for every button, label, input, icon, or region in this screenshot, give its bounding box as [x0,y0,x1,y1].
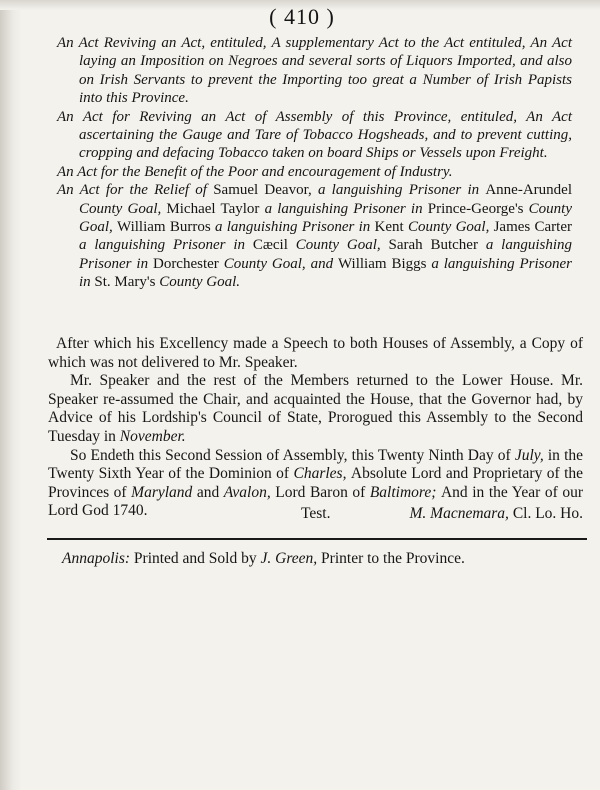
roman-run: Anne-Arundel [485,182,572,199]
act-entry [57,108,572,163]
italic-run: Baltimore; [369,483,441,501]
italic-run: Avalon, [223,483,276,501]
page-number: ( 410 ) [269,4,335,29]
italic-run: An Act Reviving an Act, entituled, A supplementary Act to the Act entituled, An Act laying an Imposition on Negroes and several sorts of Liquors Imported, and also on Irish Servants to prevent the Importing too great a Number of Irish Papists into this Province. [57,35,572,107]
roman-run: And in the Year of our Lord God 1740. [48,483,583,520]
roman-run: in the Twenty Sixth Year of the Dominion of [48,446,584,483]
page-gutter-shadow [0,0,22,790]
italic-run: Charles, [293,465,351,483]
italic-run: An Act for the Benefit of the Poor and encouragement of Industry. [57,163,453,180]
paragraph-prorogation [48,372,583,446]
roman-run: Cæcil [252,237,296,254]
roman-run: Sarah Butcher [388,237,486,254]
printer-imprint [62,550,582,568]
italic-run: An Act for Reviving an Act of Assembly of this Province, entituled, An Act ascertaining the Gauge and Tare of Tobacco Hogsheads, and to prevent cutting, cropping and defacing Tobacco taken on board Ships or Vessels upon Freight. [57,108,572,162]
italic-run: An Act for the Relief of [57,182,214,199]
roman-run: Absolute Lord and Proprietary of the Provinces of [48,465,584,501]
horizontal-rule [47,538,587,540]
italic-run: County Goal, [407,219,494,236]
proceedings-text [48,335,583,521]
roman-run: Michael Taylor [166,200,265,217]
act-entry [57,34,572,108]
italic-run: County Goal, [79,200,167,217]
roman-run: William Burros [117,219,215,236]
roman-run: William Biggs [337,255,432,272]
italic-run: a languishing Prisoner in [317,182,486,199]
italic-run: a languishing Prisoner in [214,219,375,236]
roman-run: After which his Excellency made a Speech to both Houses of Assembly, a Copy of which was not delivered to Mr. Speaker. [48,335,583,371]
imprint-place: Annapolis: [62,550,131,567]
italic-run: County Goal, [295,237,389,254]
act-entry [57,163,572,181]
roman-run: Lord Baron of [275,483,370,501]
roman-run: Prince-George's [427,200,529,217]
roman-run: Mr. Speaker and the rest of the Members returned to the Lower House. Mr. Speaker re-assumed the Chair, and acquainted the House, that the Governor had, by Advice of his Lordship's Council of State, Prorogued this Assembly to the Second Tuesday in [48,372,583,445]
roman-run: James Carter [493,219,572,236]
italic-run: a languishing Prisoner in [79,237,253,254]
italic-run: July, [514,446,548,464]
clerk-signature [410,505,584,523]
italic-run: Maryland [131,483,197,501]
italic-run: November. [119,427,186,445]
paragraph-speech [48,335,583,372]
roman-run: Kent [374,219,408,236]
roman-run: St. Mary's [94,274,160,291]
imprint-printer: J. Green, [260,550,318,567]
teste-label: Test. [301,505,331,522]
roman-run: Dorchester [152,255,224,272]
acts-list [57,34,572,292]
italic-run: County Goal, and [223,255,338,272]
clerk-title: Cl. Lo. Ho. [512,505,583,522]
roman-run: and [196,483,224,501]
attestation [48,505,583,525]
roman-run: Samuel Deavor, [213,182,318,199]
italic-run: County Goal, [79,200,573,236]
italic-run: County Goal. [159,274,241,291]
imprint-text-2: Printer to the Province. [317,550,465,567]
italic-run: a languishing Prisoner in [79,237,572,272]
roman-run: So Endeth this Second Session of Assembly, this Twenty Ninth Day of [70,446,515,464]
italic-run: a languishing Prisoner in [79,255,573,291]
clerk-name: M. Macnemara, [409,505,509,522]
act-entry [57,181,572,291]
italic-run: a languishing Prisoner in [264,200,428,217]
imprint-text-1: Printed and Sold by [130,550,261,567]
